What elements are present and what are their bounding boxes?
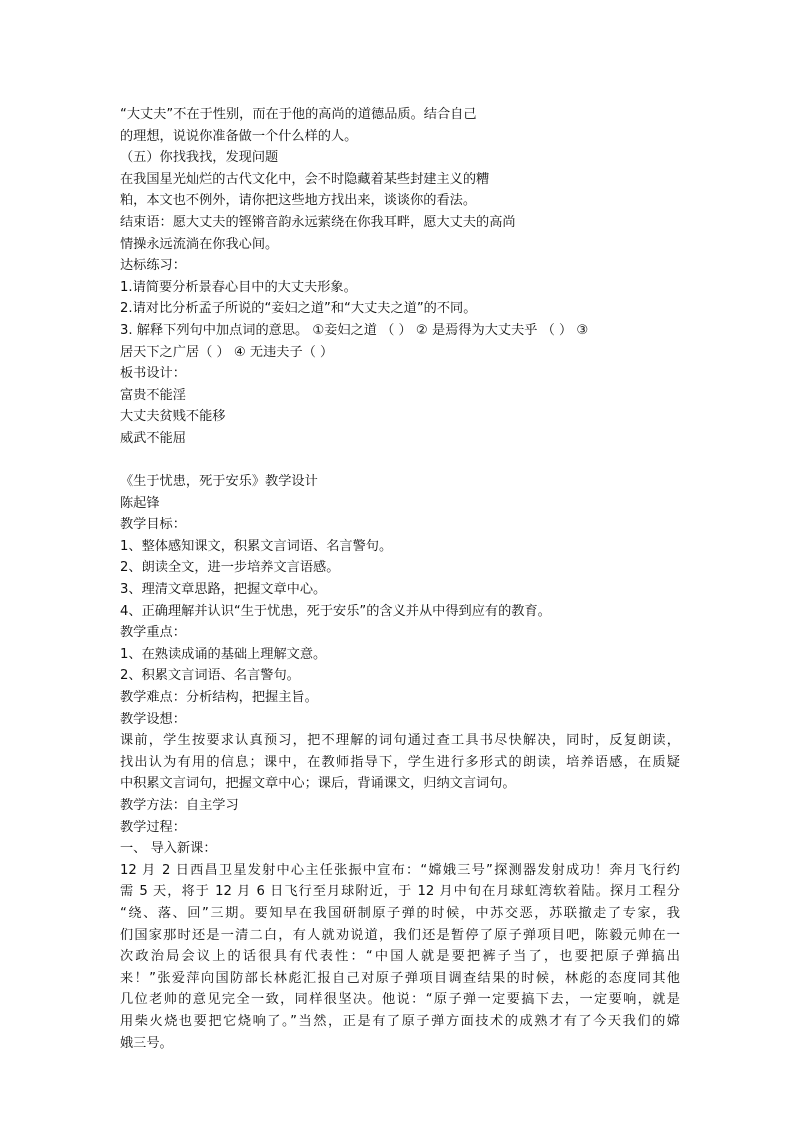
paragraph-line: 找出认为有用的信息；课中，在教师指导下，学生进行多形式的朗读，培养语感，在质疑	[120, 754, 680, 770]
key-points-heading: 教学重点：	[120, 625, 186, 641]
objectives-heading: 教学目标：	[120, 517, 186, 533]
board-heading: 板书设计：	[120, 366, 186, 382]
board-line: 威武不能屈	[120, 430, 186, 446]
section-heading: （五）你找我找，发现问题	[120, 150, 279, 166]
paragraph-line: 娥三号。	[120, 1035, 173, 1051]
exercise-item: 1.请简要分析景春心目中的大丈夫形象。	[120, 279, 357, 295]
exercise-item: 2.请对比分析孟子所说的“妾妇之道”和“大丈夫之道”的不同。	[120, 301, 477, 317]
idea-heading: 教学设想：	[120, 711, 186, 727]
paragraph-line: 中积累文言词句，把握文章中心；课后，背诵课文，归纳文言词句。	[120, 776, 516, 792]
objective-item: 2、朗读全文，进一步培养文言语感。	[120, 560, 340, 576]
key-point-item: 2、积累文言词语、名言警句。	[120, 668, 300, 684]
paragraph-line: 几位老帅的意见完全一致，同样很坚决。他说：“原子弹一定要搞下去，一定要响，就是	[120, 992, 680, 1008]
paragraph-line: 12 月 2 日西昌卫星发射中心主任张振中宣布：“嫦娥三号”探测器发射成功！奔月飞行约	[120, 862, 680, 878]
exercise-item: 3. 解释下列句中加点词的意思。 ①妾妇之道 （ ） ② 是焉得为大丈夫乎 （ ） ③	[120, 322, 589, 338]
objective-item: 4、正确理解并认识“生于忧患，死于安乐”的含义并从中得到应有的教育。	[120, 603, 551, 619]
process-heading: 教学过程：	[120, 819, 186, 835]
paragraph-line: 在我国星光灿烂的古代文化中，会不时隐藏着某些封建主义的糟	[120, 171, 490, 187]
method-line: 教学方法：自主学习	[120, 798, 239, 813]
objective-item: 1、整体感知课文，积累文言词语、名言警句。	[120, 538, 393, 554]
paragraph-line: 粕，本文也不例外，请你把这些地方找出来，谈谈你的看法。	[120, 193, 477, 209]
paragraph-line: “绕、落、回”三期。要知早在我国研制原子弹的时候，中苏交恶，苏联撤走了专家，我	[120, 905, 680, 921]
difficulty-line: 教学难点：分析结构，把握主旨。	[120, 690, 318, 706]
step-heading: 一、 导入新课：	[120, 841, 217, 857]
paragraph-line: 们国家那时还是一清二白，有人就劝说道，我们还是暂停了原子弹项目吧，陈毅元帅在一	[120, 927, 680, 943]
section-lesson-plan	[120, 471, 680, 1054]
key-point-item: 1、在熟读成诵的基础上理解文意。	[120, 646, 327, 662]
paragraph-line: 的理想，说说你准备做一个什么样的人。	[120, 128, 358, 144]
section-dazhangfu-ending	[120, 104, 680, 450]
document-page	[120, 104, 680, 1054]
board-line: 大丈夫贫贱不能移	[120, 409, 226, 425]
paragraph-line: 用柴火烧也要把它烧响了。”当然，正是有了原子弹方面技术的成熟才有了今天我们的嫦	[120, 1013, 680, 1029]
paragraph-line: 来！”张爱萍向国防部长林彪汇报自己对原子弹项目调查结果的时候，林彪的态度同其他	[120, 970, 680, 986]
paragraph-line: 需 5 天，将于 12 月 6 日飞行至月球附近，于 12 月中旬在月球虹湾软着陆。探月工程分	[120, 884, 680, 900]
section-gap	[120, 450, 680, 472]
paragraph-line: “大丈夫”不在于性别，而在于他的高尚的道德品质。结合自己	[120, 107, 477, 122]
lesson-title: 《生于忧患，死于安乐》教学设计	[120, 474, 318, 490]
author-name: 陈起锋	[120, 495, 160, 511]
exercise-item: 居天下之广居（ ） ④ 无违夫子（ ）	[120, 344, 334, 360]
exercise-heading: 达标练习：	[120, 258, 186, 274]
paragraph-line: 情操永远流淌在你我心间。	[120, 236, 279, 252]
paragraph-line: 次政治局会议上的话很具有代表性：“中国人就是要把裤子当了，也要把原子弹搞出	[120, 949, 680, 965]
paragraph-line: 结束语：愿大丈夫的铿锵音韵永远萦绕在你我耳畔，愿大丈夫的高尚	[120, 214, 516, 230]
board-line: 富贵不能淫	[120, 387, 186, 403]
paragraph-line: 课前，学生按要求认真预习，把不理解的词句通过查工具书尽快解决，同时，反复朗读，	[120, 733, 680, 749]
objective-item: 3、理清文章思路，把握文章中心。	[120, 582, 327, 598]
